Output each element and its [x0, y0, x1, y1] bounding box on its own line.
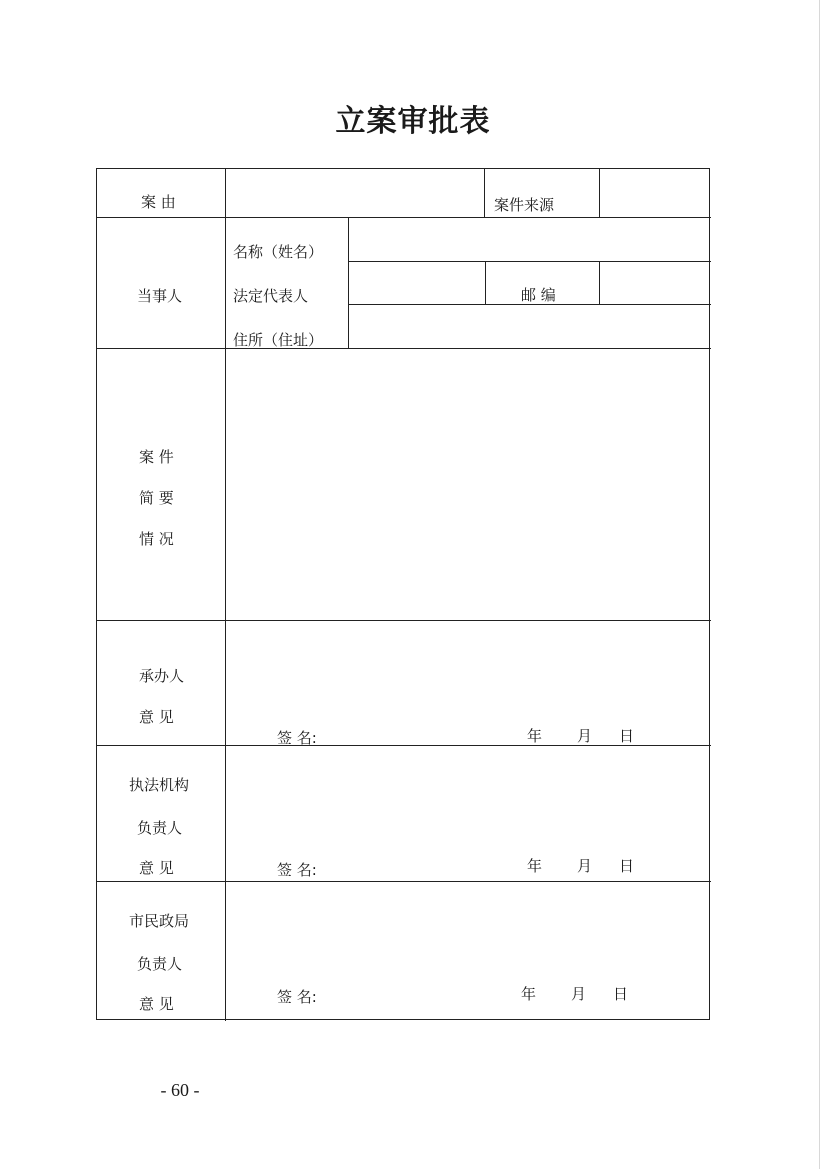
case-source-field[interactable]	[601, 171, 709, 216]
agency-opinion-label-line2: 负责人	[137, 819, 183, 837]
bureau-day-label: 日	[613, 985, 629, 1003]
bureau-year-label: 年	[521, 985, 537, 1003]
handler-opinion-field[interactable]	[227, 622, 709, 726]
agency-month-label: 月	[577, 857, 593, 875]
agency-year-label: 年	[527, 857, 543, 875]
address-field[interactable]	[351, 306, 709, 347]
postcode-label: 邮 编	[521, 286, 556, 304]
name-label: 名称（姓名）	[233, 243, 324, 261]
bureau-opinion-label-line3: 意 见	[139, 995, 174, 1013]
handler-month-label: 月	[577, 727, 593, 745]
page-number: - 60 -	[160, 1080, 200, 1100]
label-column-line	[225, 169, 226, 1021]
case-reason-label: 案 由	[141, 193, 176, 211]
summary-label-line1: 案 件	[139, 448, 174, 466]
case-source-label: 案件来源	[494, 196, 555, 214]
handler-sign-label: 签 名:	[277, 729, 317, 747]
address-label: 住所（住址）	[233, 331, 324, 349]
legal-rep-label: 法定代表人	[233, 287, 309, 305]
postcode-field[interactable]	[601, 263, 709, 303]
postcode-right-line	[599, 261, 600, 304]
handler-opinion-label-line1: 承办人	[139, 667, 185, 685]
source-label-left-line	[484, 169, 485, 217]
summary-label-line2: 简 要	[139, 489, 174, 507]
page-title: 立案审批表	[335, 104, 491, 139]
bureau-opinion-label-line1: 市民政局	[129, 912, 190, 930]
bureau-opinion-label-line2: 负责人	[137, 955, 183, 973]
agency-opinion-field[interactable]	[227, 747, 709, 857]
row-line-1	[97, 217, 711, 218]
case-summary-field[interactable]	[227, 350, 709, 619]
row-line-2	[97, 348, 711, 349]
source-label-right-line	[599, 169, 600, 217]
agency-opinion-label-line3: 意 见	[139, 859, 174, 877]
approval-form-table	[96, 168, 710, 1020]
bureau-opinion-field[interactable]	[227, 883, 709, 979]
handler-opinion-label-line2: 意 见	[139, 708, 174, 726]
handler-day-label: 日	[619, 727, 635, 745]
party-label: 当事人	[137, 287, 183, 305]
agency-sign-label: 签 名:	[277, 861, 317, 879]
bureau-sign-label: 签 名:	[277, 988, 317, 1006]
postcode-left-line	[485, 261, 486, 304]
case-reason-field[interactable]	[227, 171, 483, 216]
summary-label-line3: 情 况	[139, 530, 174, 548]
party-sublabel-line	[348, 217, 349, 348]
name-field[interactable]	[351, 219, 709, 260]
row-line-3	[97, 620, 711, 621]
row-line-5	[97, 881, 711, 882]
row-line-name	[349, 261, 711, 262]
legal-rep-field[interactable]	[351, 263, 483, 303]
page-edge	[819, 0, 820, 1169]
agency-opinion-label-line1: 执法机构	[129, 776, 190, 794]
handler-year-label: 年	[527, 727, 543, 745]
bureau-month-label: 月	[571, 985, 587, 1003]
agency-day-label: 日	[619, 857, 635, 875]
